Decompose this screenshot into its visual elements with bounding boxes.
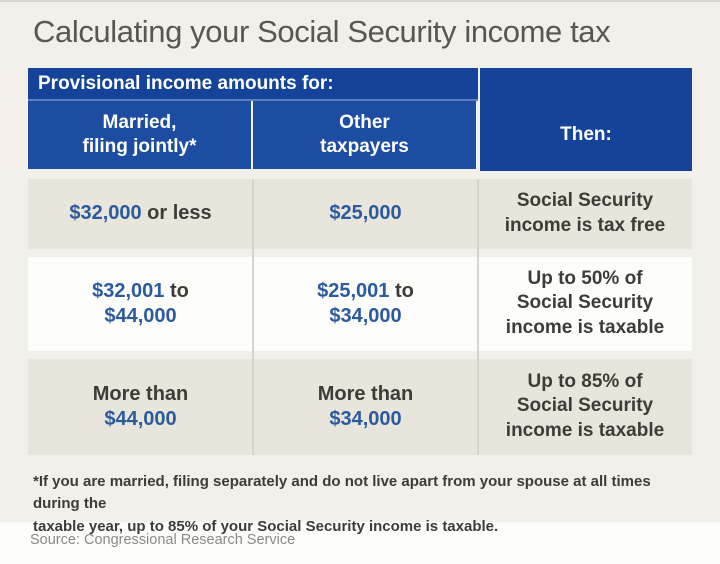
amount-qualifier: or less	[141, 202, 212, 225]
cell-line	[93, 382, 189, 407]
then-line2: Social Security	[516, 395, 654, 417]
then-line1: Social Security	[516, 189, 654, 211]
amount-value: $25,001	[317, 279, 390, 302]
cell-line	[104, 407, 176, 432]
footnote-line1: *If you are married, filing separately and do not live apart from your spouse at all times during the	[33, 472, 651, 513]
table-row	[28, 257, 692, 351]
cell-line	[329, 201, 401, 226]
table-header	[28, 68, 692, 171]
cell-then-row3	[478, 359, 692, 455]
source-note: Source: Congressional Research Service	[30, 532, 296, 548]
table-row	[28, 179, 692, 249]
header-left-group	[28, 68, 478, 171]
header-married-line2: filing jointly*	[82, 135, 197, 157]
column-divider-1	[252, 179, 254, 455]
then-line1: Up to 85% of	[527, 370, 643, 392]
then-line1: Up to 50% of	[527, 267, 643, 289]
cell-married-row1	[28, 179, 253, 249]
header-other-line2: taxpayers	[320, 135, 409, 157]
cell-then-row1	[478, 179, 692, 249]
header-married-line1: Married,	[102, 112, 177, 134]
then-line2: income is tax free	[504, 214, 666, 236]
amount-qualifier: More than	[317, 382, 414, 405]
cell-line	[329, 304, 401, 329]
column-divider-2	[477, 179, 479, 455]
cell-line	[92, 279, 189, 304]
header-cell-other	[253, 101, 476, 169]
cell-then-row2	[478, 257, 692, 351]
cell-other-row3	[253, 359, 478, 455]
amount-value: $25,000	[329, 202, 402, 225]
header-other-line1: Other	[339, 112, 390, 134]
footnote	[33, 471, 698, 539]
cell-line	[104, 304, 176, 329]
header-cell-then	[478, 68, 692, 171]
cell-other-row2	[253, 257, 478, 351]
header-cell-married	[28, 101, 253, 169]
subheader-row	[28, 101, 478, 169]
amount-qualifier: to	[389, 279, 414, 302]
amount-value: $32,001	[92, 279, 165, 302]
then-line3: income is taxable	[505, 419, 665, 441]
cell-married-row2	[28, 257, 253, 351]
footnote-line2: taxable year, up to 85% of your Social Security income is taxable.	[33, 517, 499, 535]
header-then-label: Then:	[560, 124, 612, 146]
cell-other-row1	[253, 179, 478, 249]
then-line2: Social Security	[516, 292, 654, 314]
income-tax-table	[28, 68, 692, 455]
amount-value: $44,000	[104, 407, 177, 430]
amount-value: $44,000	[104, 304, 177, 327]
page-title: Calculating your Social Security income tax	[33, 14, 611, 49]
amount-qualifier: to	[164, 279, 189, 302]
group-header-cell: Provisional income amounts for:	[28, 68, 478, 101]
cell-line	[69, 201, 211, 226]
then-line3: income is taxable	[505, 316, 665, 338]
cell-line	[317, 279, 414, 304]
amount-qualifier: More than	[92, 382, 189, 405]
table-row	[28, 359, 692, 455]
cell-line	[329, 407, 401, 432]
amount-value: $34,000	[329, 407, 402, 430]
amount-value: $32,000	[69, 202, 142, 225]
cell-married-row3	[28, 359, 253, 455]
cell-line	[318, 382, 414, 407]
amount-value: $34,000	[329, 304, 402, 327]
table-body	[28, 179, 692, 455]
